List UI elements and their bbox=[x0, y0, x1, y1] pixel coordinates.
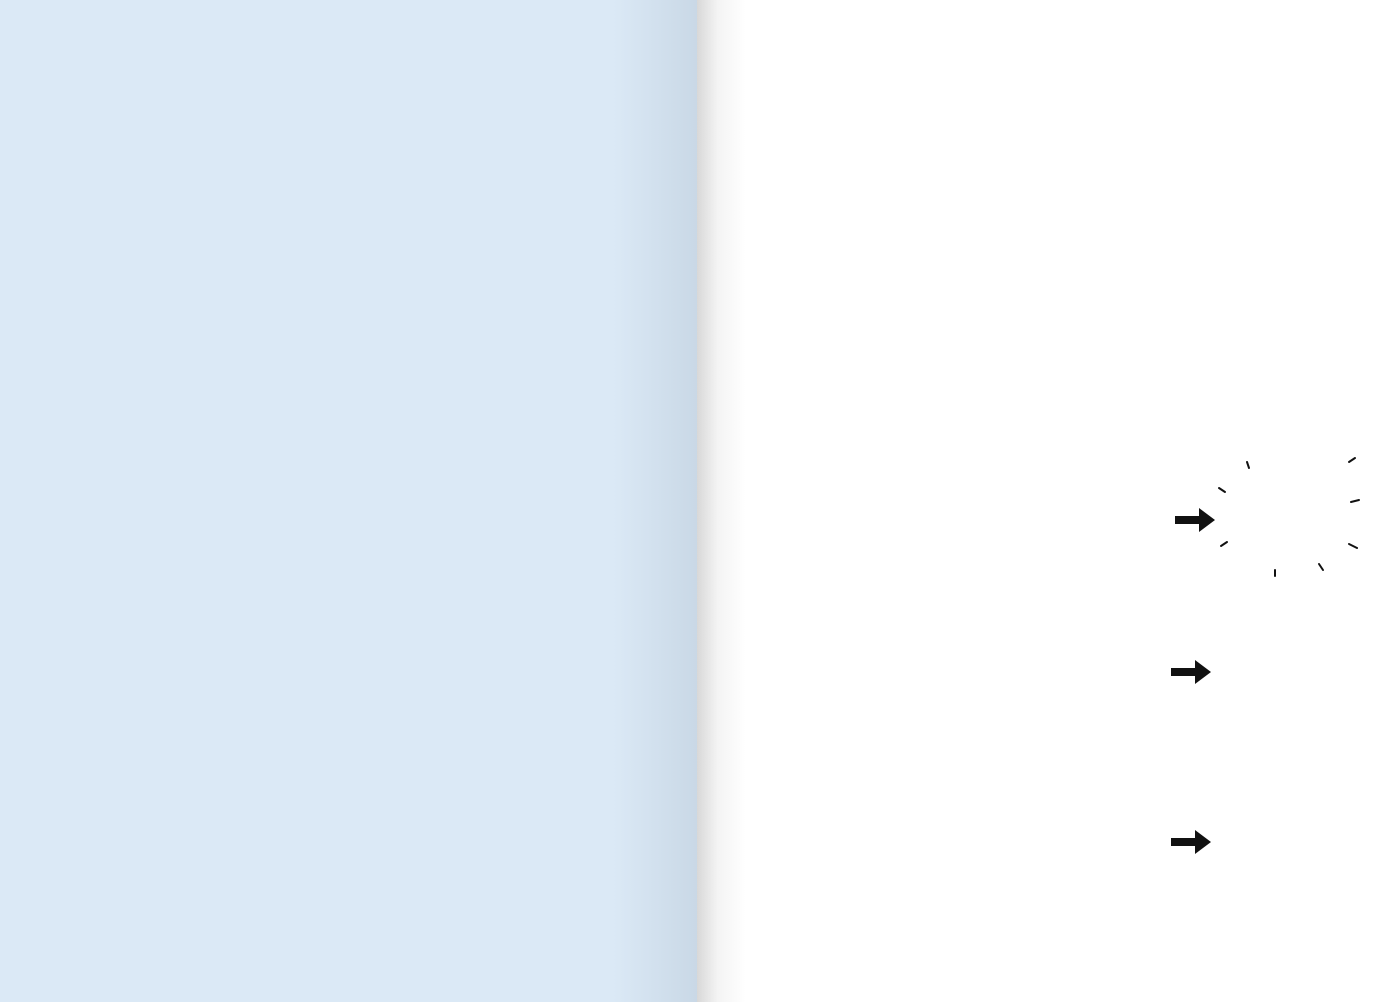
section1-column-2 bbox=[1073, 122, 1349, 141]
row1-arrow-icon bbox=[1175, 508, 1215, 532]
row3-arrow-icon bbox=[1171, 830, 1211, 854]
row2-arrow-icon bbox=[1171, 660, 1211, 684]
section1-column-1 bbox=[780, 122, 1048, 141]
right-page bbox=[697, 0, 1394, 1002]
section2-column bbox=[780, 588, 1056, 607]
sparkle-lines-icon bbox=[1211, 452, 1361, 582]
